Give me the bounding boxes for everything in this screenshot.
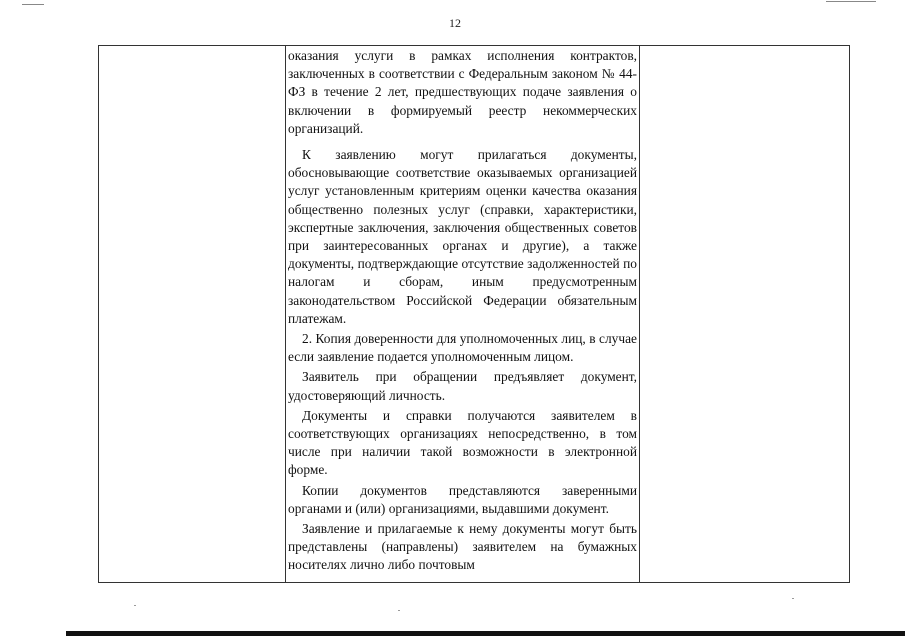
scan-speck [134,605,136,606]
scan-speck [792,598,794,599]
scan-mark-top-left [22,4,44,5]
paragraph-continuation: оказания услуги в рамках исполнения контрактов, заключенных в соответствии с Федеральным законом № 44-ФЗ в течение 2 лет, предшествующих подаче заявления о включении в формируемый реестр некоммерческих организаций. [288,48,637,136]
paragraph-attachments: К заявлению могут прилагаться документы, обосновывающие соответствие оказываемых организацией услуг установленным критериям оценки качества оказания общественно полезных услуг (справки, характеристики, экспертные заключения, заключения общественных советов при заинтересованных органах и другие), а также документы, подтверждающие отсутствие задолженностей по налогам и сборам, иным предусмотренным законодательством Российской Федерации обязательным платежам. [288,147,637,326]
paragraph-documents-obtained: Документы и справки получаются заявителем в соответствующих организациях непосредственно, в том числе при наличии такой возможности в электронной форме. [288,407,637,478]
paragraph-power-of-attorney: 2. Копия доверенности для уполномоченных лиц, в случае если заявление подается уполномоченным лицом. [288,331,637,365]
column-divider-right [639,46,640,582]
scan-mark-top-right [826,1,876,2]
paragraph-submission: Заявление и прилагаемые к нему документы могут быть представлены (направлены) заявителем на бумажных носителях лично либо почтовым [288,521,637,573]
document-table [98,45,850,583]
page-number: 12 [449,16,461,30]
paragraph-identity-document: Заявитель при обращении предъявляет документ, удостоверяющий личность. [288,369,637,403]
scan-border-bottom [66,631,905,636]
middle-column-text [288,47,637,575]
scan-speck [398,610,400,611]
column-divider-left [285,46,286,582]
paragraph-certified-copies: Копии документов представляются заверенными органами и (или) организациями, выдавшими документ. [288,482,637,516]
